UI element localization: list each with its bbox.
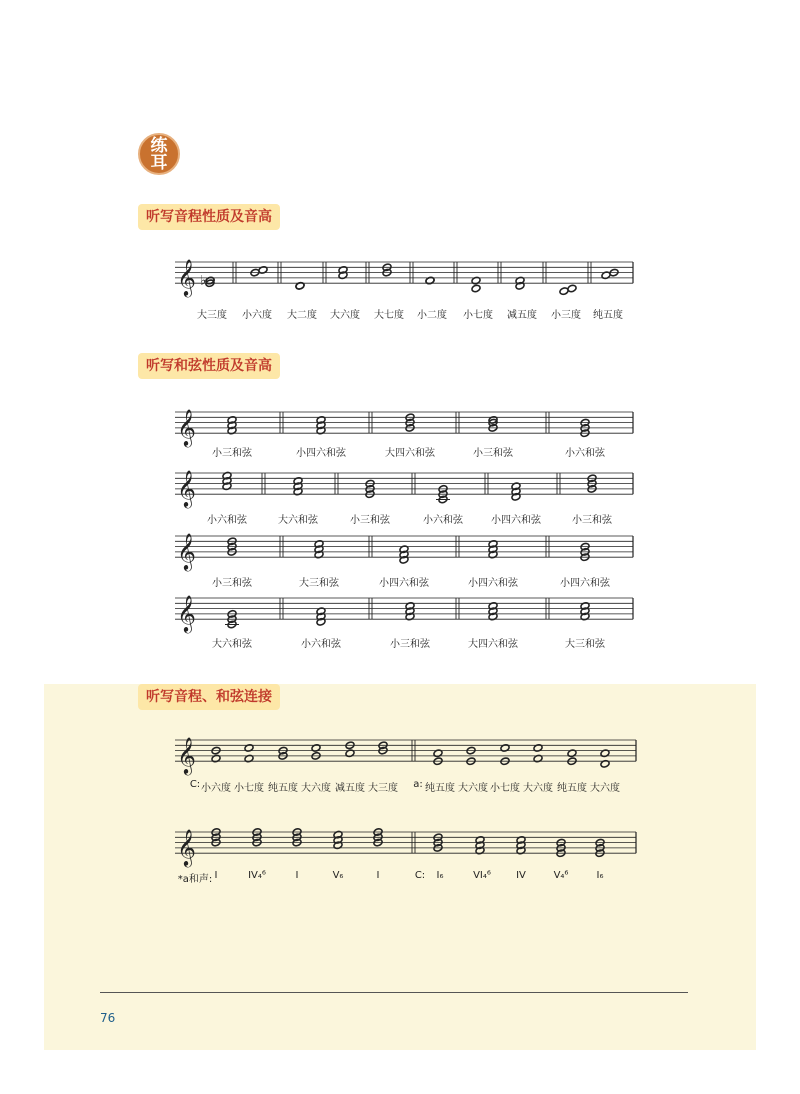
treble-clef-icon: 𝄞 [177, 736, 196, 775]
chord-label: 小四六和弦 [468, 578, 518, 589]
flat-icon: ♭ [200, 273, 207, 289]
key-prefix: *a和声: [177, 874, 213, 885]
chord-label: 小三和弦 [473, 448, 513, 459]
whole-note [471, 284, 481, 293]
roman-numeral: I [214, 870, 218, 881]
interval-label: 大二度 [287, 310, 317, 321]
section-title-intervals: 听写音程性质及音高 [138, 204, 280, 230]
badge-char-2: 耳 [150, 153, 168, 173]
interval-label: 小七度 [490, 783, 520, 794]
interval-label: 纯五度 [425, 783, 455, 794]
whole-note [567, 284, 577, 293]
interval-label: 小六度 [201, 783, 231, 794]
chord-label: 小四六和弦 [296, 448, 346, 459]
key-prefix: a: [413, 779, 423, 790]
interval-label: 大六度 [523, 783, 553, 794]
chord-label: 小六和弦 [301, 639, 341, 650]
chord-label: 小六和弦 [423, 515, 463, 526]
section-title-chords: 听写和弦性质及音高 [138, 353, 280, 379]
section-title-connections: 听写音程、和弦连接 [138, 684, 280, 710]
chord-label: 大三和弦 [565, 639, 605, 650]
footer-divider [100, 992, 688, 993]
roman-numeral: IV [516, 870, 526, 881]
chord-label: 小三和弦 [212, 578, 252, 589]
chord-label: 小三和弦 [212, 448, 252, 459]
treble-clef-icon: 𝄞 [177, 532, 196, 571]
interval-label: 大三度 [368, 783, 398, 794]
interval-label: 大六度 [458, 783, 488, 794]
interval-label: 小三度 [551, 310, 581, 321]
interval-label: 小六度 [242, 310, 272, 321]
interval-label: 减五度 [335, 783, 365, 794]
chord-label: 小三和弦 [350, 515, 390, 526]
interval-label: 大六度 [590, 783, 620, 794]
chord-label: 小六和弦 [565, 448, 605, 459]
roman-numeral: I₆ [436, 870, 444, 881]
roman-numeral: VI₄⁶ [473, 870, 491, 881]
treble-clef-icon: 𝄞 [177, 828, 196, 867]
key-prefix: C: [189, 779, 201, 790]
interval-label: 大三度 [197, 310, 227, 321]
chord-label: 小三和弦 [572, 515, 612, 526]
chord-label: 小四六和弦 [379, 578, 429, 589]
interval-label: 减五度 [507, 310, 537, 321]
chord-label: 大三和弦 [299, 578, 339, 589]
interval-label: 大七度 [374, 310, 404, 321]
interval-label: 小二度 [417, 310, 447, 321]
treble-clef-icon: 𝄞 [177, 594, 196, 633]
chord-label: 大四六和弦 [385, 448, 435, 459]
roman-numeral: I [376, 870, 380, 881]
badge-char-1: 练 [150, 136, 168, 156]
chord-label: 小三和弦 [390, 639, 430, 650]
treble-clef-icon: 𝄞 [177, 408, 196, 447]
interval-label: 大六度 [330, 310, 360, 321]
treble-clef-icon: 𝄞 [177, 258, 196, 297]
interval-label: 纯五度 [557, 783, 587, 794]
chord-label: 大六和弦 [212, 639, 252, 650]
chord-label: 小六和弦 [207, 515, 247, 526]
interval-label: 大六度 [301, 783, 331, 794]
key-prefix: C: [414, 870, 426, 881]
roman-numeral: I₆ [596, 870, 604, 881]
interval-label: 纯五度 [268, 783, 298, 794]
interval-label: 纯五度 [593, 310, 623, 321]
treble-clef-icon: 𝄞 [177, 469, 196, 508]
roman-numeral: I [295, 870, 299, 881]
interval-label: 小七度 [234, 783, 264, 794]
roman-numeral: V₄⁶ [553, 870, 569, 881]
page-number: 76 [100, 1011, 116, 1025]
interval-label: 小七度 [463, 310, 493, 321]
roman-numeral: IV₄⁶ [248, 870, 266, 881]
chord-label: 大四六和弦 [468, 639, 518, 650]
roman-numeral: V₆ [332, 870, 344, 881]
chord-label: 小四六和弦 [560, 578, 610, 589]
chord-label: 大六和弦 [278, 515, 318, 526]
chord-label: 小四六和弦 [491, 515, 541, 526]
